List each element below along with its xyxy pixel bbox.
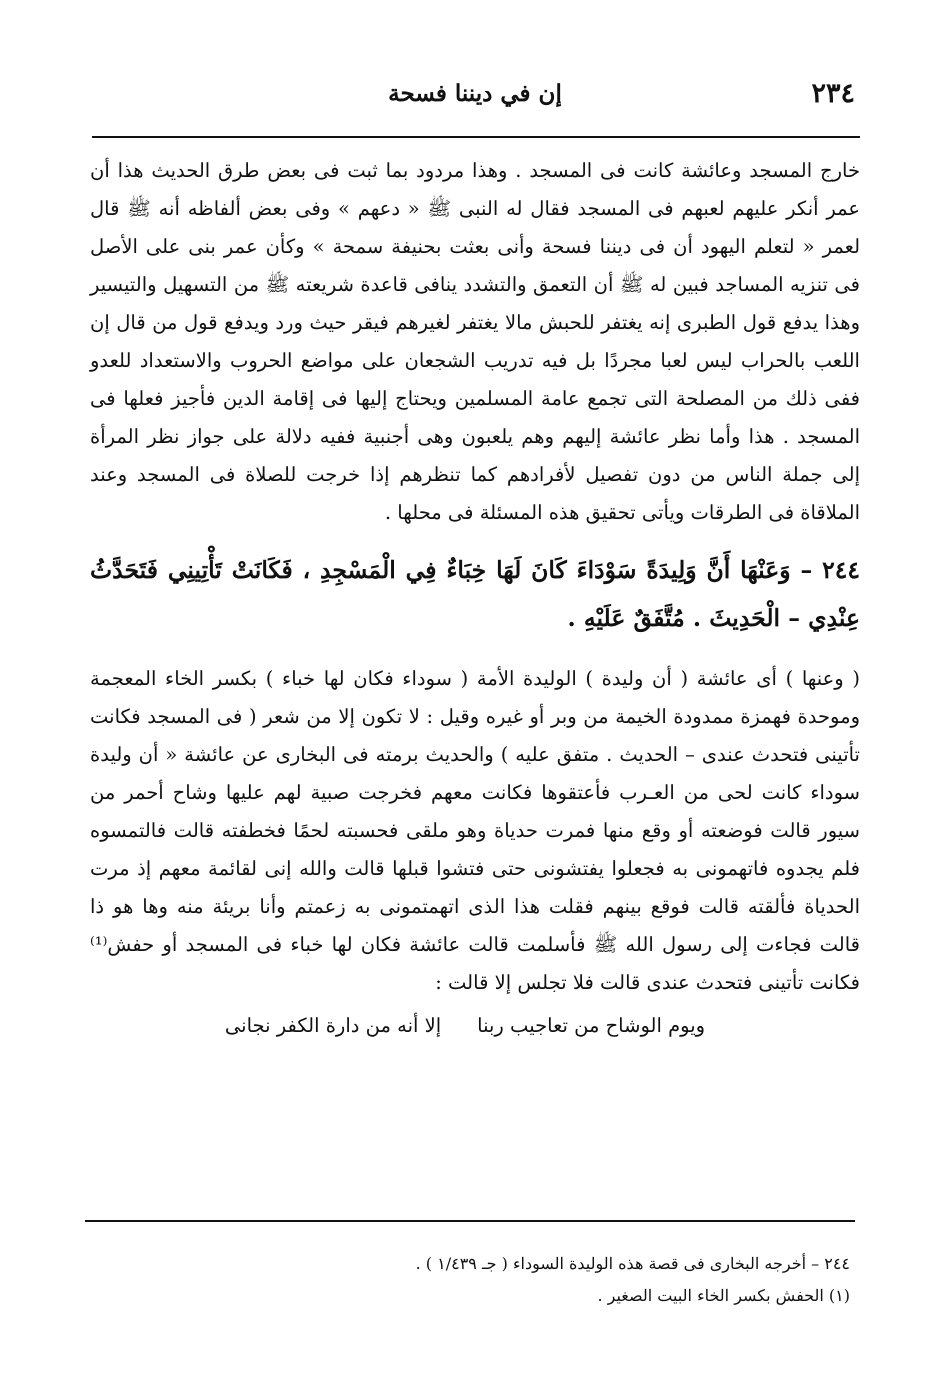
text-line: هذا أن عمر أنكر عليهم لعبهم فى المسجد فقال له النبى ﷺ « دعهم » وفى بعض ألفاظه [90, 159, 861, 220]
text-line: ( فى المسجد فكانت تأتينى فتحدث عندى – الحديث . متفق عليه ) والحديث برمته فى [90, 705, 860, 766]
text-line: فيقر حيث ورد ويدفع قول من قال إن اللعب بالحراب ليس لعبا مجردًا بل فيه تدريب [90, 311, 860, 372]
text-line: البخارى عن عائشة « أن وليدة سوداء كانت لحى من العـرب فأعتقوها فكانت معهم [90, 743, 861, 804]
main-text [90, 152, 860, 1046]
text-line: هذا الذى اتهمتمونى به زعمتم وأنا بريئة منه وها هو ذا قالت فجاءت إلى رسول الله ﷺ [90, 895, 860, 956]
explanation-paragraph [90, 660, 860, 1002]
footnote-1: (١) الحفش بكسر الخاء البيت الصغير . [597, 1286, 850, 1305]
text-line: المعجمة وموحدة فهمزة ممدودة الخيمة من وبر أو غيره وقيل : لا تكون إلا من شعر [90, 667, 860, 728]
text-line: أنه ﷺ قال لعمر « لتعلم اليهود أن فى ديننا فسحة وأنى بعثت بحنيفة سمحة » وكأن عمر [90, 197, 861, 258]
footnote-source: ٢٤٤ – أخرجه البخارى فى قصة هذه الوليدة السوداء ( جـ ١/٤٣٩ ) . [415, 1254, 850, 1273]
header-divider [92, 136, 860, 138]
text-line: لأفرادهم كما تنظرهم إذا خرجت للصلاة فى المسجد وعند الملاقاة فى الطرقات ويأتى تحقيق [90, 463, 860, 524]
text-line: بنى على الأصل فى تنزيه المساجد فبين له ﷺ أن التعمق والتشدد ينافى قاعدة شريعته [90, 235, 860, 296]
verse-first-hemistich: ويوم الوشاح من تعاجيب ربنا [477, 1014, 706, 1037]
text-line: خارج المسجد وعائشة كانت فى المسجد . وهذا مردود بما ثبت فى بعض طرق الحديث [151, 159, 861, 182]
text-line: ( وعنها ) أى عائشة ( أن وليدة ) الوليدة الأمة ( سوداء فكان لها خباء ) بكسر الخاء [165, 667, 860, 690]
text-line: حتى فتشوا قبلها قالت والله إنى لقائمة معهم إذ مرت الحدياة فألقته قالت فوقع بينهم فقلت [90, 857, 860, 918]
text-line: الشجعان على مواضع الحروب والاستعداد للعدو ففى ذلك من المصلحة التى تجمع عامة [90, 349, 861, 410]
hadith-text [90, 546, 860, 642]
page-number: ٢٣٤ [811, 78, 855, 109]
poetry-verse [90, 1006, 860, 1046]
commentary-paragraph [90, 152, 860, 532]
footnote-divider [85, 1220, 855, 1222]
footnotes [90, 1248, 850, 1312]
text-line: وهو ملقى فحسبته لحمًا فخطفته قالت فالتمسوه فلم يجدوه فاتهمونى به فجعلوا يفتشونى [90, 819, 861, 880]
hadith-line: ٢٤٤ – وَعَنْهَا أَنَّ وَلِيدَةً سَوْدَاءَ كَانَ لَهَا خِبَاءٌ فِي الْمَسْجِدِ ، فَكَانَتْ تَأْتِينِي فَتَحَدَّثُ [90, 556, 860, 584]
hadith-line: عِنْدِي – الْحَدِيثَ . مُتَّفَقٌ عَلَيْهِ . [567, 604, 860, 632]
running-header [95, 78, 855, 118]
text-line: المسلمين ويحتاج إليها فى إقامة الدين فأجيز فعلها فى المسجد . هذا وأما نظر عائشة إليهم [90, 387, 861, 448]
text-line: فأسلمت قالت عائشة فكان لها خباء فى المسجد أو حفش⁽¹⁾ فكانت تأتينى فتحدث [90, 933, 860, 994]
text-line: هذه المسئلة فى محلها . [384, 501, 580, 524]
running-title: إن في ديننا فسحة [388, 80, 562, 107]
text-line: ﷺ من التسهيل والتيسير وهذا يدفع قول الطبرى إنه يغتفر للحبش مالا يغتفر لغيرهم [90, 273, 860, 334]
text-line: وهم يلعبون وهى أجنبية ففيه دلالة على جواز نظر المرأة إلى جملة الناس من دون تفصيل [90, 425, 860, 486]
verse-second-hemistich: إلا أنه من دارة الكفر نجانى [224, 1014, 442, 1037]
text-line: عندى قالت فلا تجلس إلا قالت : [435, 971, 690, 994]
text-line: فخرجت صبية لهم عليها وشاح أحمر من سيور قالت فوضعته أو وقع منها فمرت حدياة [90, 781, 861, 842]
